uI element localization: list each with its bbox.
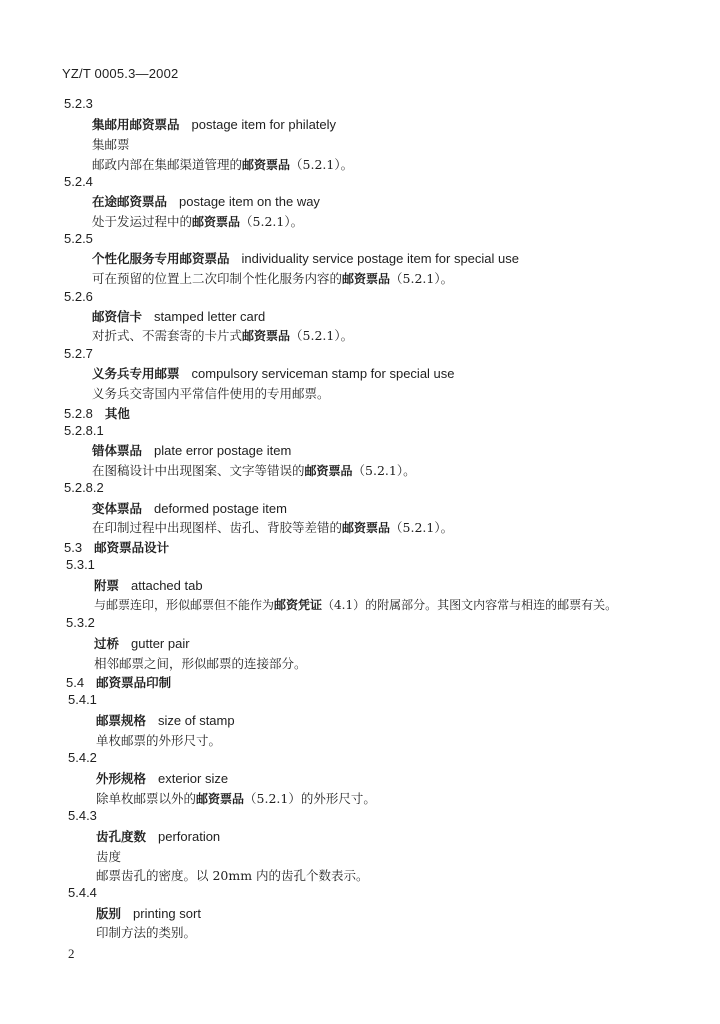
page-number: 2 [68, 946, 75, 961]
term-entry [96, 769, 228, 787]
definition-text: （5.2.1）的外形尺寸。 [244, 791, 376, 806]
term-english: stamped letter card [154, 309, 266, 324]
term-definition: 邮票齿孔的密度。以 20mm 内的齿孔个数表示。 [96, 868, 369, 883]
definition-text: 在图稿设计中出现图案、文字等错误的 [92, 463, 305, 478]
cross-reference-term: 邮资票品 [242, 329, 291, 343]
clause-number: 5.2.7 [64, 346, 93, 361]
definition-text: 在印制过程中出现图样、齿孔、背胶等差错的 [92, 520, 343, 535]
cross-reference-term: 邮资票品 [196, 792, 245, 806]
term-synonym: 集邮票 [92, 137, 130, 152]
definition-text: （5.2.1）。 [352, 463, 416, 478]
clause-number: 5.3.1 [66, 557, 95, 572]
term-english: postage item on the way [179, 194, 320, 209]
standard-number-header: YZ/T 0005.3—2002 [62, 66, 179, 81]
clause-number: 5.2.8 [64, 406, 93, 421]
clause-number: 5.4.3 [68, 808, 97, 823]
term-english: attached tab [131, 578, 203, 593]
term-chinese: 错体票品 [92, 443, 143, 458]
definition-text: 可在预留的位置上二次印制个性化服务内容的 [92, 271, 343, 286]
term-chinese: 个性化服务专用邮资票品 [92, 251, 230, 266]
clause-number: 5.2.5 [64, 231, 93, 246]
term-entry [92, 364, 455, 382]
term-english: postage item for philately [191, 117, 337, 132]
term-english: perforation [158, 829, 221, 844]
term-chinese: 版别 [96, 906, 122, 921]
cross-reference-term: 邮资票品 [304, 464, 353, 478]
cross-reference-term: 邮资票品 [192, 215, 241, 229]
definition-text: （5.2.1）。 [390, 271, 454, 286]
term-entry [92, 249, 519, 267]
term-english: compulsory serviceman stamp for special use [191, 366, 455, 381]
definition-text: 邮政内部在集邮渠道管理的 [92, 157, 243, 172]
term-chinese: 邮票规格 [96, 713, 147, 728]
term-chinese: 齿孔度数 [96, 829, 147, 844]
term-entry [96, 827, 220, 845]
clause-number: 5.3 [64, 540, 83, 555]
term-chinese: 附票 [94, 578, 120, 593]
section-heading [66, 673, 171, 691]
term-definition [92, 518, 453, 536]
term-entry [92, 307, 265, 325]
term-definition [92, 326, 353, 344]
term-definition [96, 789, 376, 807]
cross-reference-term: 邮资票品 [242, 158, 291, 172]
section-title: 邮资票品印制 [96, 675, 172, 690]
term-entry [92, 115, 336, 133]
definition-text: （5.2.1）。 [390, 520, 454, 535]
term-chinese: 义务兵专用邮票 [92, 366, 180, 381]
term-entry [92, 441, 291, 459]
term-english: exterior size [158, 771, 229, 786]
cross-reference-term: 邮资凭证 [274, 598, 323, 612]
definition-text: （5.2.1）。 [240, 214, 304, 229]
term-definition [94, 596, 617, 613]
term-english: gutter pair [131, 636, 190, 651]
term-english: size of stamp [158, 713, 235, 728]
term-chinese: 邮资信卡 [92, 309, 143, 324]
term-english: individuality service postage item for special use [241, 251, 519, 266]
term-chinese: 在途邮资票品 [92, 194, 168, 209]
term-entry [94, 576, 203, 594]
term-definition [92, 155, 353, 173]
term-entry [96, 904, 201, 922]
definition-text: （5.2.1）。 [290, 157, 354, 172]
definition-text: （4.1）的附属部分。其图文内容常与相连的邮票有关。 [322, 598, 618, 612]
term-entry [94, 634, 190, 652]
term-definition: 单枚邮票的外形尺寸。 [96, 733, 222, 748]
term-chinese: 过桥 [94, 636, 120, 651]
section-heading [64, 538, 169, 556]
cross-reference-term: 邮资票品 [342, 272, 391, 286]
term-chinese: 集邮用邮资票品 [92, 117, 180, 132]
term-chinese: 外形规格 [96, 771, 147, 786]
term-synonym: 齿度 [96, 849, 122, 864]
term-english: plate error postage item [154, 443, 292, 458]
definition-text: 与邮票连印，形似邮票但不能作为 [94, 598, 275, 612]
term-entry [92, 499, 287, 517]
clause-number: 5.2.4 [64, 174, 93, 189]
clause-number: 5.4.1 [68, 692, 97, 707]
clause-number: 5.2.8.2 [64, 480, 104, 495]
term-chinese: 变体票品 [92, 501, 143, 516]
definition-text: （5.2.1）。 [290, 328, 354, 343]
clause-number: 5.4.2 [68, 750, 97, 765]
term-entry [92, 192, 320, 210]
clause-number: 5.2.6 [64, 289, 93, 304]
term-definition [92, 461, 416, 479]
cross-reference-term: 邮资票品 [342, 521, 391, 535]
section-heading [64, 404, 130, 422]
term-definition: 义务兵交寄国内平常信件使用的专用邮票。 [92, 386, 330, 401]
term-english: deformed postage item [154, 501, 287, 516]
clause-number: 5.4.4 [68, 885, 97, 900]
definition-text: 处于发运过程中的 [92, 214, 193, 229]
section-title: 邮资票品设计 [94, 540, 170, 555]
term-english: printing sort [133, 906, 201, 921]
term-definition: 相邻邮票之间，形似邮票的连接部分。 [94, 656, 307, 671]
definition-text: 对折式、不需套寄的卡片式 [92, 328, 243, 343]
clause-number: 5.4 [66, 675, 85, 690]
clause-number: 5.2.8.1 [64, 423, 104, 438]
term-definition [92, 212, 303, 230]
definition-text: 除单枚邮票以外的 [96, 791, 197, 806]
clause-number: 5.3.2 [66, 615, 95, 630]
clause-number: 5.2.3 [64, 96, 93, 111]
term-definition [92, 269, 453, 287]
section-title: 其他 [104, 406, 130, 421]
term-definition: 印制方法的类别。 [96, 925, 197, 940]
term-entry [96, 711, 235, 729]
